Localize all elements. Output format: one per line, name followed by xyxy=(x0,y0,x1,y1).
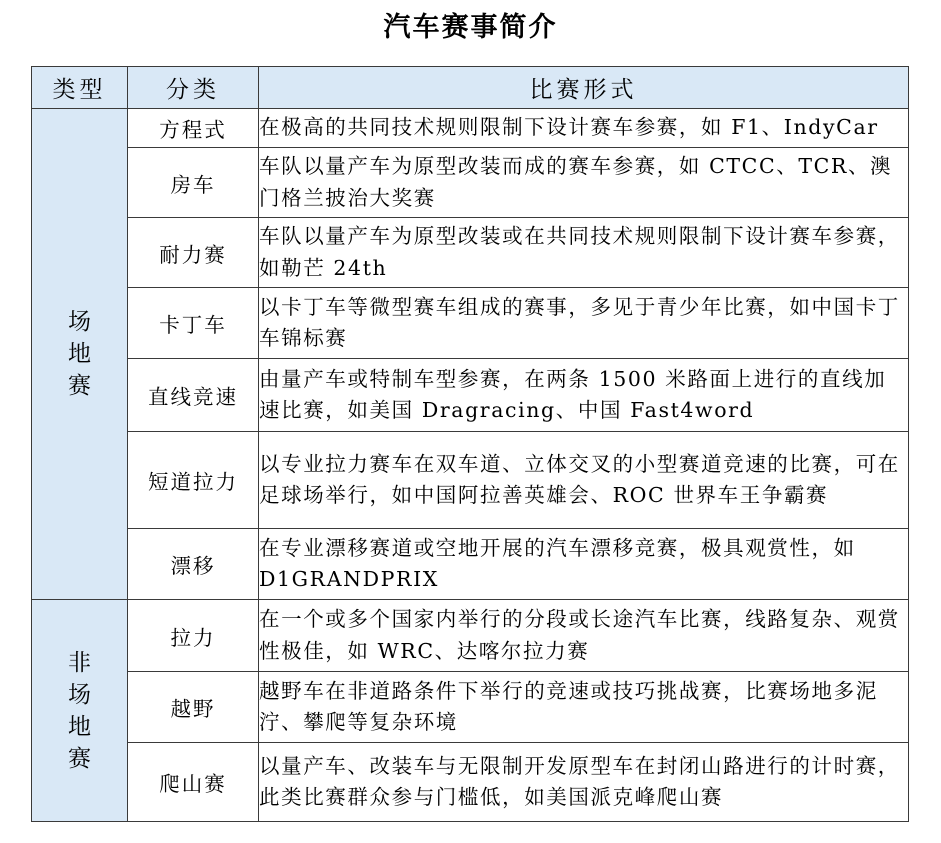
table-row xyxy=(32,743,909,822)
table-row xyxy=(32,148,909,218)
category-cell: 卡丁车 xyxy=(128,288,259,359)
description-cell: 由量产车或特制车型参赛，在两条 1500 米路面上进行的直线加速比赛，如美国 Dragracing、中国 Fast4word xyxy=(259,359,909,432)
description-cell: 车队以量产车为原型改装或在共同技术规则限制下设计赛车参赛，如勒芒 24th xyxy=(259,218,909,288)
type-label: 场地赛 xyxy=(68,309,91,399)
table-row xyxy=(32,432,909,529)
type-cell-circuit xyxy=(32,109,128,600)
table-row xyxy=(32,359,909,432)
category-cell: 直线竞速 xyxy=(128,359,259,432)
description-cell: 以量产车、改装车与无限制开发原型车在封闭山路进行的计时赛，此类比赛群众参与门槛低，如美国派克峰爬山赛 xyxy=(259,743,909,822)
description-cell: 在一个或多个国家内举行的分段或长途汽车比赛，线路复杂、观赏性极佳，如 WRC、达喀尔拉力赛 xyxy=(259,600,909,672)
table-row xyxy=(32,529,909,600)
document-title: 汽车赛事简介 xyxy=(383,12,558,43)
table-header-row xyxy=(32,67,909,109)
description-cell: 车队以量产车为原型改装而成的赛车参赛，如 CTCC、TCR、澳门格兰披治大奖赛 xyxy=(259,148,909,218)
table-row xyxy=(32,288,909,359)
race-events-table xyxy=(31,66,909,822)
description-cell: 越野车在非道路条件下举行的竞速或技巧挑战赛，比赛场地多泥泞、攀爬等复杂环境 xyxy=(259,672,909,743)
category-cell: 爬山赛 xyxy=(128,743,259,822)
type-label: 非场地赛 xyxy=(68,649,91,772)
category-cell: 耐力赛 xyxy=(128,218,259,288)
table-row xyxy=(32,600,909,672)
description-cell: 以专业拉力赛车在双车道、立体交叉的小型赛道竞速的比赛，可在足球场举行，如中国阿拉善英雄会、ROC 世界车王争霸赛 xyxy=(259,432,909,529)
description-cell: 以卡丁车等微型赛车组成的赛事，多见于青少年比赛，如中国卡丁车锦标赛 xyxy=(259,288,909,359)
table-row xyxy=(32,218,909,288)
header-format: 比赛形式 xyxy=(259,67,909,109)
header-type: 类型 xyxy=(32,67,128,109)
category-cell: 方程式 xyxy=(128,109,259,148)
header-category: 分类 xyxy=(128,67,259,109)
category-cell: 越野 xyxy=(128,672,259,743)
table-row xyxy=(32,672,909,743)
description-cell: 在专业漂移赛道或空地开展的汽车漂移竞赛，极具观赏性，如 D1GRANDPRIX xyxy=(259,529,909,600)
category-cell: 漂移 xyxy=(128,529,259,600)
category-cell: 拉力 xyxy=(128,600,259,672)
category-cell: 房车 xyxy=(128,148,259,218)
description-cell: 在极高的共同技术规则限制下设计赛车参赛，如 F1、IndyCar xyxy=(259,109,909,148)
category-cell: 短道拉力 xyxy=(128,432,259,529)
type-cell-off-circuit xyxy=(32,600,128,822)
table-row xyxy=(32,109,909,148)
